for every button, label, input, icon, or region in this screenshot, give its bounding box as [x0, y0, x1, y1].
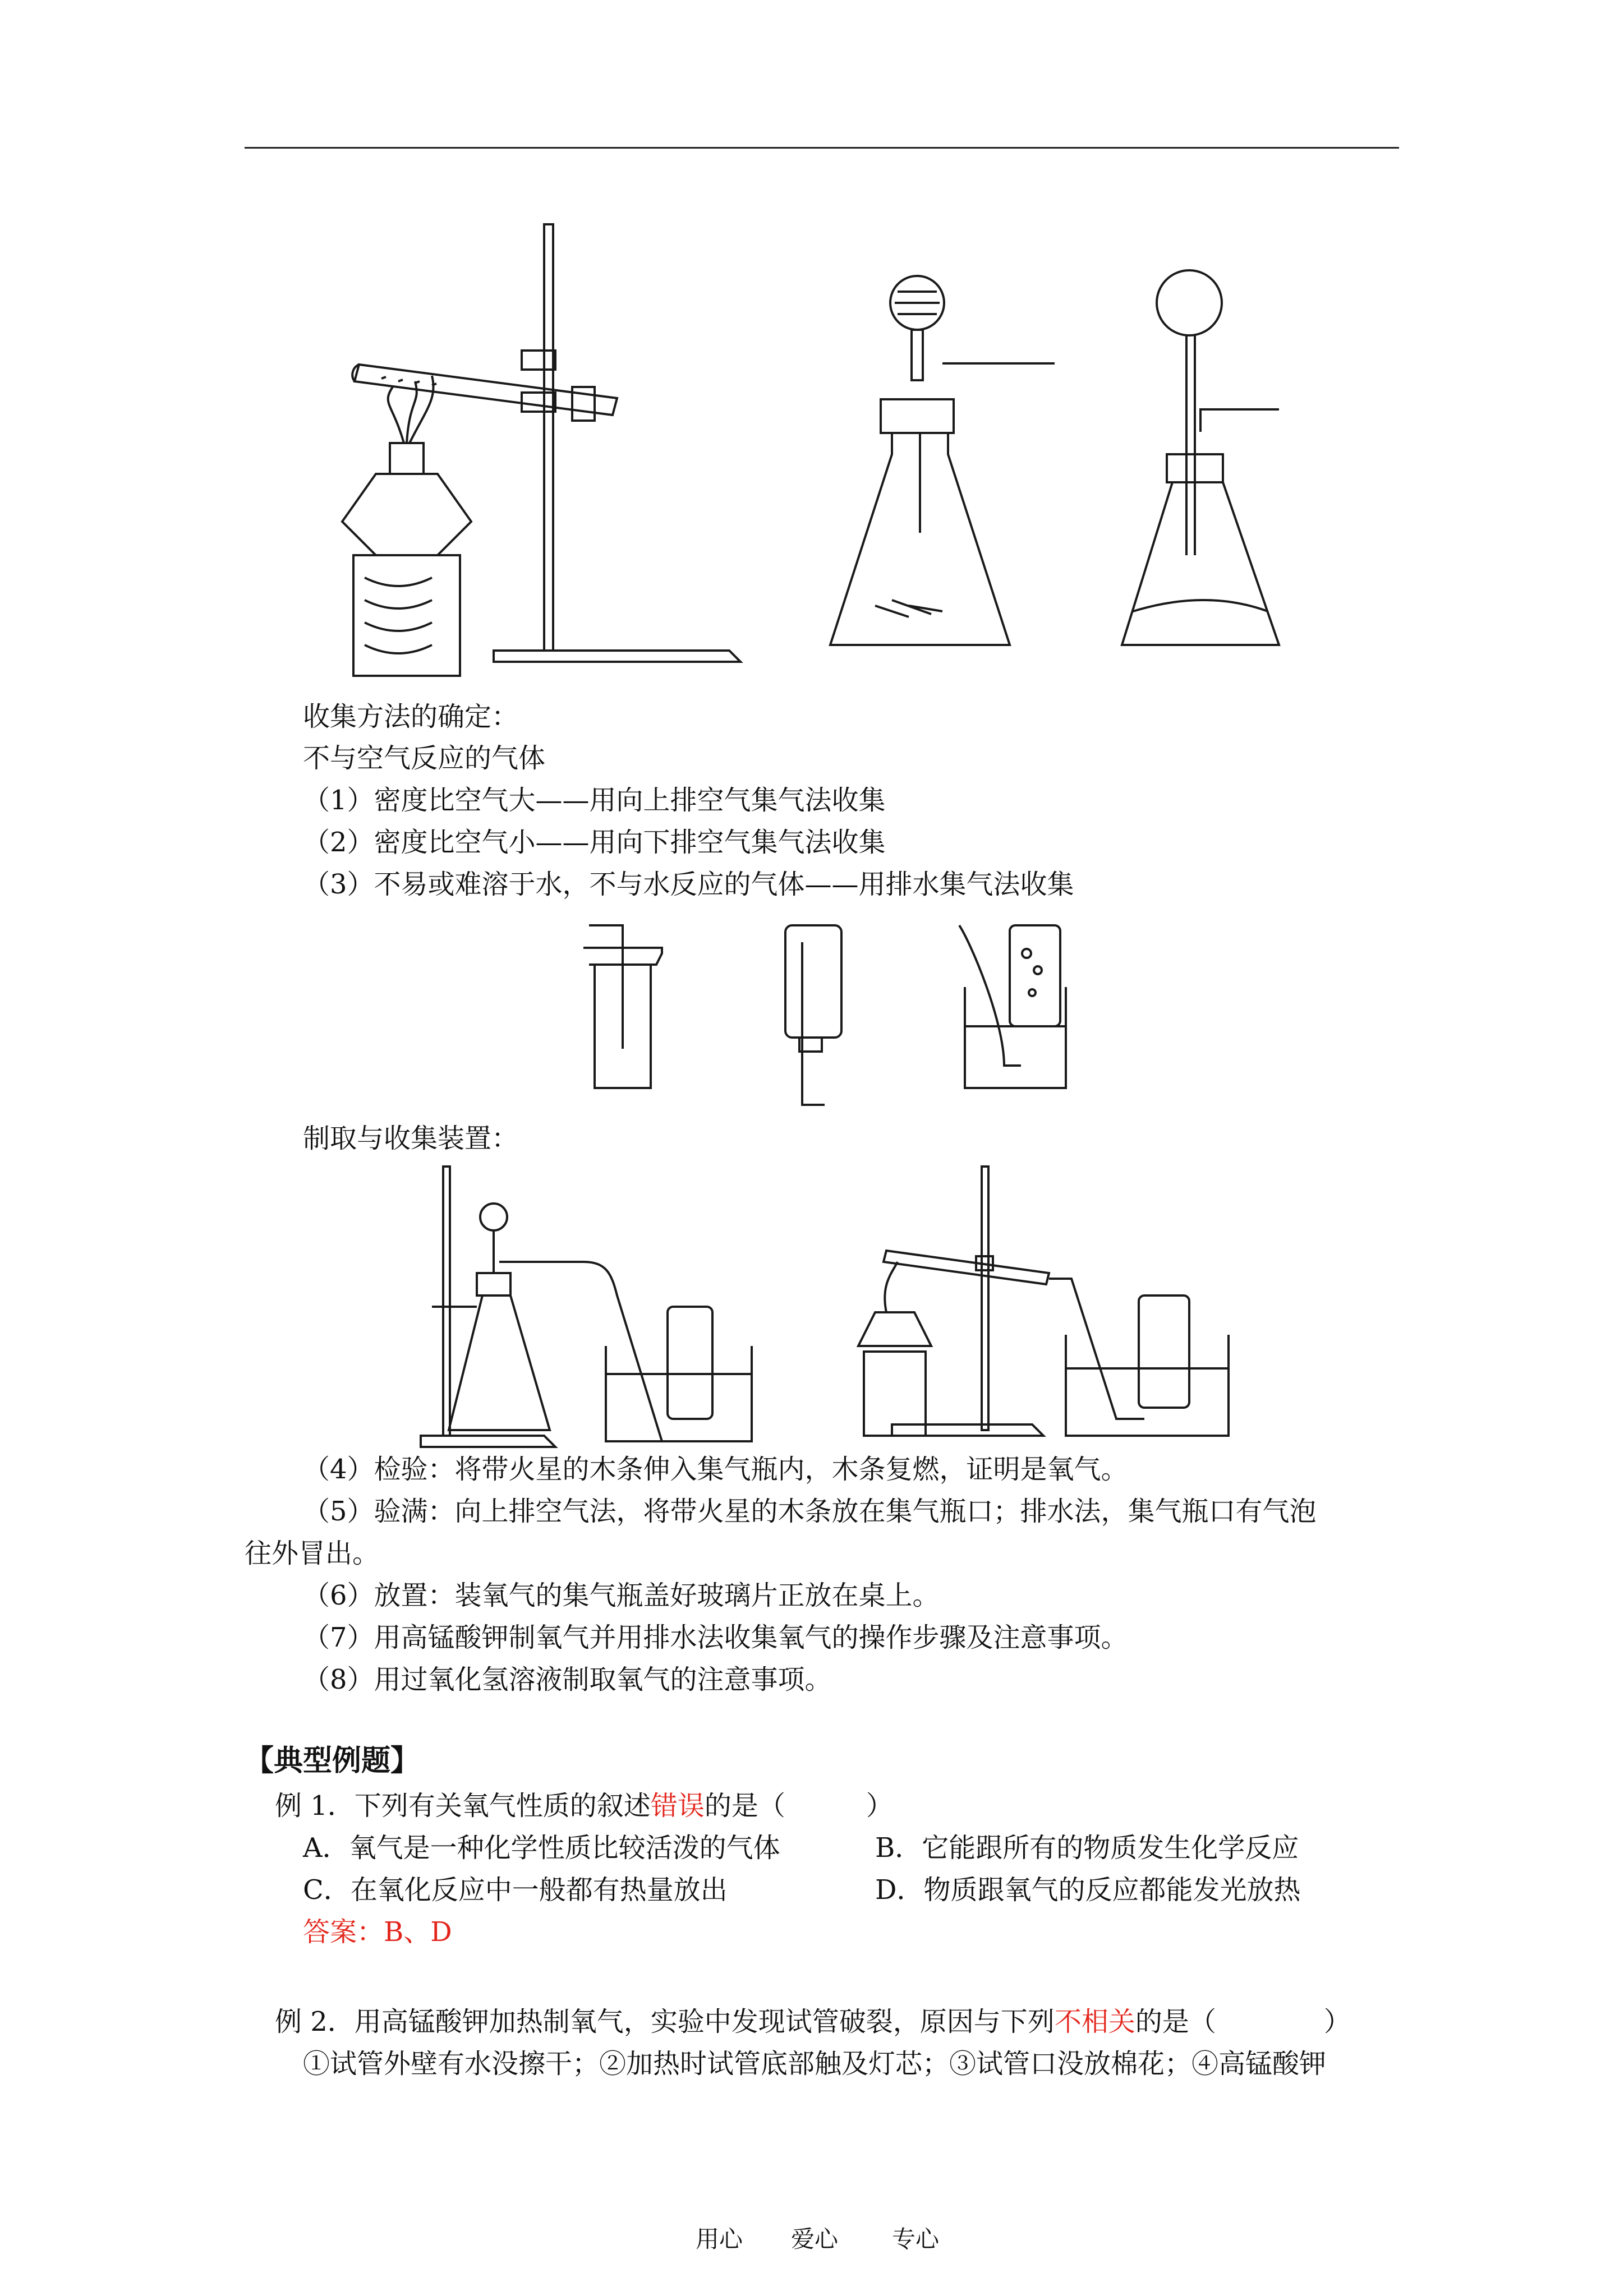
examples-title: 【典型例题】	[245, 1744, 420, 1778]
example-1-option-a: A．氧气是一种化学性质比较活泼的气体	[303, 1832, 780, 1864]
collect-item-1: （1）密度比空气大——用向上排空气集气法收集	[303, 785, 886, 816]
heating-apparatus-drawing	[342, 224, 740, 676]
long-funnel-flask-drawing	[1122, 270, 1279, 645]
figure-collection-methods	[578, 920, 1139, 1110]
note-8: （8）用过氧化氢溶液制取氧气的注意事项。	[303, 1664, 832, 1695]
example-1-highlight: 错误	[650, 1790, 705, 1822]
example-2-stem-end: 的是（ ）	[1135, 2006, 1351, 2037]
example-2-stem-text: 例 2．用高锰酸钾加热制氧气，实验中发现试管破裂，原因与下列	[275, 2006, 1055, 2037]
figure-preparation-setups	[415, 1161, 1234, 1475]
note-7: （7）用高锰酸钾制氧气并用排水法收集氧气的操作步骤及注意事项。	[303, 1622, 1128, 1653]
example-2-highlight: 不相关	[1054, 2006, 1135, 2037]
downward-air-displacement-drawing	[785, 925, 841, 1105]
header-rule	[245, 147, 1399, 149]
example-1-stem-text: 例 1．下列有关氧气性质的叙述	[275, 1790, 651, 1822]
upward-air-displacement-drawing	[583, 925, 662, 1088]
footer-item-3: 专心	[892, 2225, 940, 2253]
collect-subheading: 不与空气反应的气体	[303, 743, 546, 774]
figure-generation-apparatus	[325, 219, 1313, 684]
example-1-option-d: D．物质跟氧气的反应都能发光放热	[875, 1874, 1301, 1906]
footer-item-2: 爱心	[791, 2225, 839, 2253]
collect-item-3: （3）不易或难溶于水，不与水反应的气体——用排水集气法收集	[303, 869, 1074, 900]
note-5-continued: 往外冒出。	[245, 1538, 380, 1569]
example-2-line2: ①试管外壁有水没擦干；②加热时试管底部触及灯芯；③试管口没放棉花；④高锰酸钾	[303, 2048, 1327, 2080]
apparatus-heading: 制取与收集装置：	[303, 1123, 519, 1154]
funnel-setup-drawing	[421, 1167, 752, 1447]
water-displacement-drawing	[959, 925, 1066, 1088]
heating-setup-drawing	[858, 1167, 1229, 1436]
note-6: （6）放置：装氧气的集气瓶盖好玻璃片正放在桌上。	[303, 1580, 940, 1611]
collect-item-2: （2）密度比空气小——用向下排空气集气法收集	[303, 827, 886, 858]
note-5: （5）验满：向上排空气法，将带火星的木条放在集气瓶口；排水法，集气瓶口有气泡	[303, 1496, 1317, 1527]
collect-heading: 收集方法的确定：	[303, 701, 519, 732]
example-1-stem-end: 的是（ ）	[704, 1790, 893, 1822]
note-4: （4）检验：将带火星的木条伸入集气瓶内，木条复燃，证明是氧气。	[303, 1454, 1128, 1485]
footer-item-1: 用心	[696, 2225, 743, 2253]
example-1-option-c: C．在氧化反应中一般都有热量放出	[303, 1874, 728, 1906]
example-1-stem	[275, 1789, 893, 1823]
example-2-stem	[275, 2005, 1351, 2039]
funnel-flask-drawing	[830, 276, 1055, 645]
example-1-answer: 答案：B、D	[303, 1916, 452, 1948]
example-1-option-b: B．它能跟所有的物质发生化学反应	[875, 1832, 1299, 1864]
